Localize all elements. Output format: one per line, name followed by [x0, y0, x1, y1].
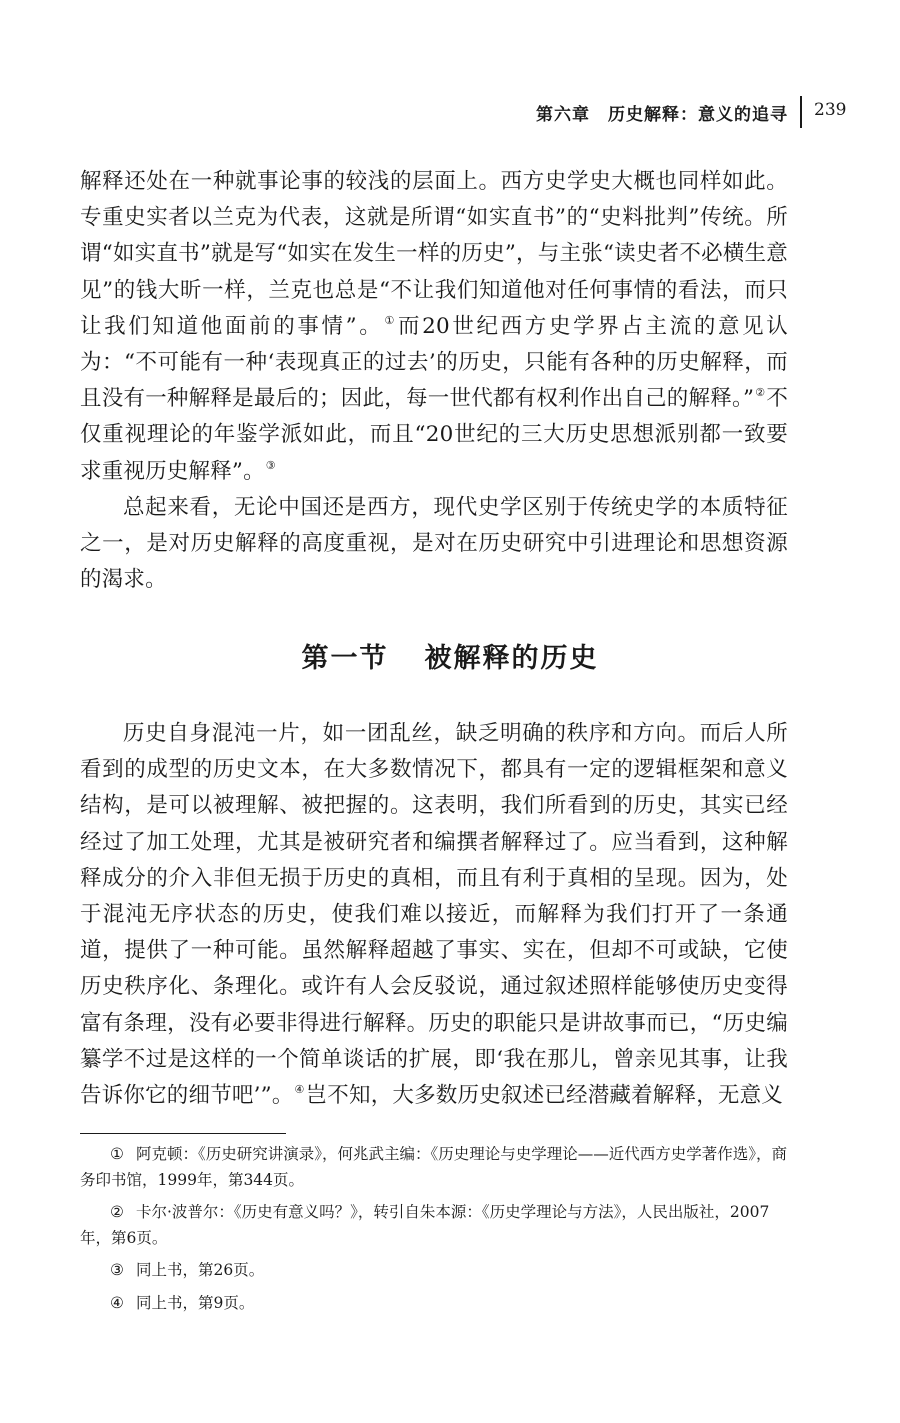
- footnote-ref: ①: [384, 313, 397, 327]
- footnote-text: 同上书，第9页。: [136, 1293, 255, 1312]
- section-text: [80, 716, 788, 1114]
- header-divider: [800, 96, 802, 128]
- paragraph: 总起来看，无论中国还是西方，现代史学区别于传统史学的本质特征之一，是对历史解释的高度重视，是对在历史研究中引进理论和思想资源的渴求。: [80, 494, 788, 593]
- footnote-text: 卡尔·波普尔：《历史有意义吗？》，转引自朱本源：《历史学理论与方法》，人民出版社，2007年，第6页。: [80, 1203, 770, 1247]
- footnote-mark: ①: [110, 1145, 124, 1163]
- footnote: [80, 1291, 788, 1317]
- footnote-text: 阿克顿：《历史研究讲演录》，何兆武主编：《历史理论与史学理论——近代西方史学著作选》，商务印书馆，1999年，第344页。: [80, 1145, 788, 1189]
- footnote-mark: ③: [110, 1261, 124, 1279]
- footnote-mark: ②: [110, 1203, 124, 1221]
- paragraph-text: 而20世纪西方史学界占主流的意见认为：“不可能有一种‘表现真正的过去’的历史，只能有各种的历史解释，而且没有一种解释是最后的；因此，每一世代都有权利作出自己的解释。”: [80, 313, 789, 412]
- section-title: 被解释的历史: [424, 643, 599, 674]
- paragraph-text: 解释还处在一种就事论事的较浅的层面上。西方史学史大概也同样如此。专重史实者以兰克为代表，这就是所谓“如实直书”的“史料批判”传统。所谓“如实直书”就是写“如实在发生一样的历史”，与主张“读史者不必横生意见”的钱大昕一样，兰克也总是“不让我们知道他对任何事情的看法，而只让我们知道他面前的事情”。: [80, 169, 788, 339]
- page-number: 239: [814, 100, 847, 120]
- paragraph: [80, 164, 788, 490]
- section-number: 第一节: [301, 643, 389, 674]
- footnote: [80, 1142, 788, 1193]
- footnote-ref: ③: [265, 458, 276, 472]
- footnote: [80, 1258, 788, 1284]
- paragraph-text: 岂不知，大多数历史叙述已经潜藏着解释，无意义: [305, 1083, 783, 1109]
- footnote: [80, 1200, 788, 1251]
- footnote-ref: ④: [294, 1083, 305, 1097]
- footnote-mark: ④: [110, 1293, 124, 1312]
- intro-text: [80, 164, 788, 598]
- paragraph-text: 历史自身混沌一片，如一团乱丝，缺乏明确的秩序和方向。而后人所看到的成型的历史文本，在大多数情况下，都具有一定的逻辑框架和意义结构，是可以被理解、被把握的。这表明，我们所看到的历史，其实已经经过了加工处理，尤其是被研究者和编撰者解释过了。应当看到，这种解释成分的介入非但无损于历史的真相，而且有利于真相的呈现。因为，处于混沌无序状态的历史，使我们难以接近，而解释为我们打开了一条通道，提供了一种可能。虽然解释超越了事实、实在，但却不可或缺，它使历史秩序化、条理化。或许有人会反驳说，通过叙述照样能够使历史变得富有条理，没有必要非得进行解释。历史的职能只是讲故事而已，“历史编纂学不过是这样的一个简单谈话的扩展，即‘我在那儿，曾亲见其事，让我告诉你它的细节吧’”。: [80, 721, 788, 1109]
- footnote-divider: [80, 1133, 286, 1134]
- footnote-text: 同上书，第26页。: [136, 1261, 265, 1279]
- footnote-ref: ②: [755, 386, 766, 400]
- footnotes: [80, 1142, 788, 1323]
- paragraph-text: 不仅重视理论的年鉴学派如此，而且“20世纪的三大历史思想派别都一致要求重视历史解释”。: [80, 386, 789, 484]
- paragraph: [80, 716, 788, 1114]
- running-title: 第六章 历史解释：意义的追寻: [536, 105, 788, 125]
- running-head: [0, 96, 900, 130]
- section-heading: [0, 636, 900, 675]
